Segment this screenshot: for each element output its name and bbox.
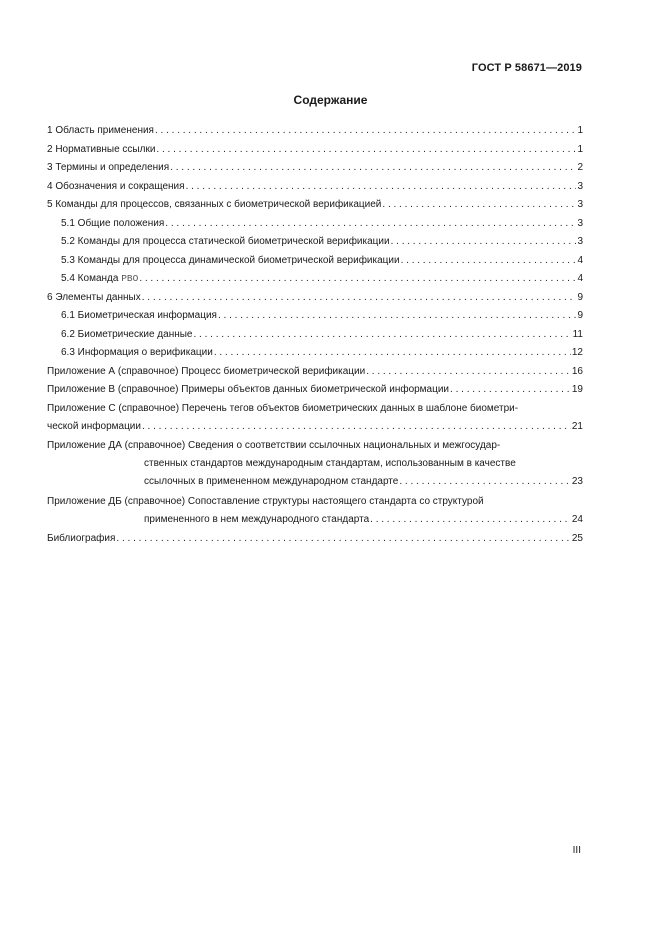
toc-entry-label: Приложение В (справочное) Примеры объектов данных биометрической информации <box>47 384 450 395</box>
toc-entry-5-1[interactable] <box>47 215 583 234</box>
standard-code: ГОСТ Р 58671—2019 <box>471 62 582 74</box>
toc-entry-6[interactable] <box>47 289 583 308</box>
toc-entry-label <box>61 270 138 288</box>
table-of-contents <box>47 122 583 549</box>
toc-entry-page: 4 <box>577 254 583 266</box>
toc-entry-label: ссылочных в примененном международном стандарте <box>144 476 399 487</box>
toc-entry-page: 21 <box>571 420 583 432</box>
toc-entry-bibliography[interactable] <box>47 530 583 549</box>
toc-entry-appendix-a[interactable] <box>47 363 583 382</box>
toc-entry-label: 5.3 Команды для процесса динамической биометрической верификации <box>61 254 400 266</box>
dot-leader <box>399 473 571 491</box>
dot-leader <box>139 270 576 288</box>
toc-entry-page: 1 <box>577 143 583 155</box>
dot-leader <box>142 418 571 436</box>
toc-entry-label-text: 5.4 Команда <box>61 273 122 284</box>
toc-entry-1[interactable] <box>47 122 583 141</box>
toc-entry-label: 5 Команды для процессов, связанных с биометрической верификацией <box>47 199 382 210</box>
toc-entry-6-1[interactable] <box>47 307 583 326</box>
toc-entry-page: 1 <box>577 125 583 136</box>
toc-entry-6-2[interactable] <box>47 326 583 345</box>
dot-leader <box>370 511 571 529</box>
toc-entry-label: примененного в нем международного стандарта <box>144 513 370 525</box>
toc-entry-4[interactable] <box>47 178 583 197</box>
toc-entry-line: Приложение С (справочное) Перечень тегов объектов биометрических данных в шаблоне биометри- <box>47 402 519 414</box>
toc-entry-label: ческой информации <box>47 420 141 432</box>
toc-entry-page: 12 <box>571 347 583 358</box>
toc-entry-page: 3 <box>577 236 583 247</box>
toc-entry-appendix-c[interactable] <box>47 400 583 437</box>
toc-entry-label: 3 Термины и определения <box>47 162 170 173</box>
toc-entry-6-3[interactable] <box>47 344 583 363</box>
toc-entry-label: 6.2 Биометрические данные <box>61 328 193 340</box>
dot-leader <box>142 289 577 307</box>
toc-entry-page: 3 <box>577 199 583 210</box>
toc-entry-page: 4 <box>577 273 583 284</box>
dot-leader <box>218 307 576 325</box>
toc-entry-label: 6 Элементы данных <box>47 291 141 303</box>
dot-leader <box>116 530 570 548</box>
dot-leader <box>450 381 571 399</box>
toc-entry-last-line <box>47 511 583 530</box>
toc-entry-3[interactable] <box>47 159 583 178</box>
toc-entry-label: 5.1 Общие положения <box>61 217 165 229</box>
toc-entry-5[interactable] <box>47 196 583 215</box>
toc-entry-line: ственных стандартов международным стандартам, использованным в качестве <box>144 458 516 469</box>
dot-leader <box>186 178 577 196</box>
toc-entry-label: 6.1 Биометрическая информация <box>61 310 217 321</box>
toc-entry-page: 2 <box>577 162 583 173</box>
toc-entry-page: 3 <box>577 180 583 192</box>
toc-entry-label: Библиография <box>47 533 116 544</box>
toc-entry-label: Приложение А (справочное) Процесс биометрической верификации <box>47 365 366 377</box>
dot-leader <box>382 196 576 214</box>
toc-entry-appendix-db[interactable] <box>47 493 583 530</box>
page-number: III <box>572 845 581 856</box>
toc-entry-5-4[interactable] <box>47 270 583 289</box>
toc-entry-line: Приложение ДА (справочное) Сведения о соответствии ссылочных национальных и межгосудар- <box>47 440 501 451</box>
command-code: PBO <box>121 273 139 284</box>
dot-leader <box>401 252 577 270</box>
toc-entry-line: Приложение ДБ (справочное) Сопоставление структуры настоящего стандарта со структурой <box>47 495 484 507</box>
toc-entry-appendix-da[interactable] <box>47 437 583 492</box>
toc-entry-page: 24 <box>571 513 583 525</box>
toc-entry-label: 5.2 Команды для процесса статической биометрической верификации <box>61 236 390 247</box>
dot-leader <box>155 122 576 140</box>
toc-entry-label: 6.3 Информация о верификации <box>61 347 213 358</box>
toc-entry-page: 16 <box>571 365 583 377</box>
toc-entry-last-line <box>47 418 583 437</box>
toc-entry-label: 2 Нормативные ссылки <box>47 143 156 155</box>
page-title: Содержание <box>293 93 368 107</box>
toc-entry-page: 19 <box>571 384 583 395</box>
toc-entry-page: 25 <box>571 533 583 544</box>
toc-entry-5-3[interactable] <box>47 252 583 271</box>
dot-leader <box>193 326 571 344</box>
toc-entry-5-2[interactable] <box>47 233 583 252</box>
dot-leader <box>366 363 571 381</box>
dot-leader <box>391 233 577 251</box>
dot-leader <box>165 215 576 233</box>
toc-entry-2[interactable] <box>47 141 583 160</box>
toc-entry-label: 4 Обозначения и сокращения <box>47 180 185 192</box>
toc-entry-label: 1 Область применения <box>47 125 154 136</box>
toc-entry-page: 9 <box>577 291 583 303</box>
dot-leader <box>214 344 571 362</box>
toc-entry-last-line <box>47 473 583 492</box>
dot-leader <box>156 141 576 159</box>
toc-entry-page: 9 <box>577 310 583 321</box>
dot-leader <box>170 159 576 177</box>
toc-entry-appendix-b[interactable] <box>47 381 583 400</box>
toc-entry-page: 11 <box>572 328 583 340</box>
toc-entry-page: 23 <box>571 476 583 487</box>
toc-entry-page: 3 <box>577 217 583 229</box>
